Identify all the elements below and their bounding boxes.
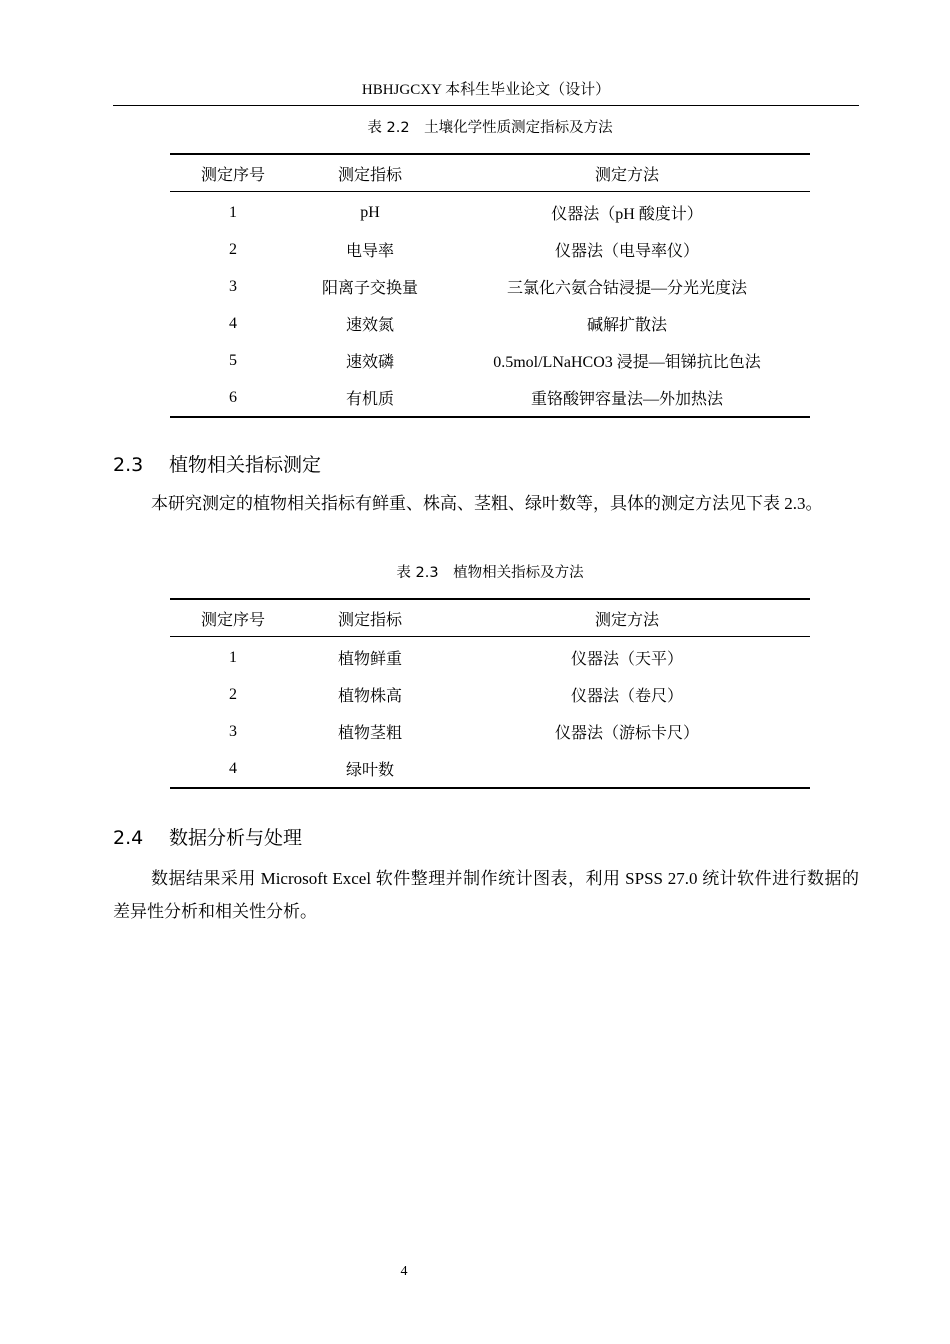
section-title: 数据分析与处理 <box>169 827 303 849</box>
section-number: 2.4 <box>113 827 144 849</box>
cell-method: 仪器法（天平） <box>570 651 683 668</box>
table-header-row <box>170 599 810 637</box>
table-row <box>170 676 810 713</box>
section-heading-2-4 <box>113 823 302 850</box>
table-row <box>170 268 810 305</box>
cell-index: 有机质 <box>296 379 444 417</box>
cell-index: pH <box>360 203 380 221</box>
column-header-index: 测定指标 <box>296 599 444 637</box>
table-row <box>170 379 810 417</box>
cell-method: 碱解扩散法 <box>586 317 667 334</box>
cell-method: 重铬酸钾容量法—外加热法 <box>444 379 810 417</box>
table-2-3-caption: 表 2.3 植物相关指标及方法 <box>396 565 584 581</box>
cell-index: 植物株高 <box>337 688 402 705</box>
table-row <box>170 231 810 268</box>
cell-method: 仪器法（卷尺） <box>570 688 683 705</box>
column-header-method: 测定方法 <box>444 154 810 192</box>
cell-index: 电导率 <box>345 243 394 260</box>
table-row <box>170 637 810 677</box>
cell-method <box>444 750 810 788</box>
section-2-3-paragraph: 本研究测定的植物相关指标有鲜重、株高、茎粗、绿叶数等，具体的测定方法见下表 2.3。 <box>151 494 823 513</box>
table-row <box>170 192 810 232</box>
cell-method: 仪器法（pH 酸度计） <box>551 206 703 223</box>
cell-index: 速效磷 <box>345 354 394 371</box>
cell-number: 5 <box>229 351 237 369</box>
cell-number: 6 <box>170 379 296 417</box>
column-header-method: 测定方法 <box>444 599 810 637</box>
page-number: 4 <box>400 1264 408 1279</box>
section-number: 2.3 <box>113 454 144 476</box>
cell-index: 阳离子交换量 <box>321 280 418 297</box>
cell-index: 植物鲜重 <box>337 651 402 668</box>
table-2-3 <box>170 598 810 789</box>
cell-number: 2 <box>229 240 237 258</box>
cell-method: 仪器法（游标卡尺） <box>554 725 699 742</box>
cell-number: 4 <box>170 750 296 788</box>
section-heading-2-3 <box>113 450 321 477</box>
section-2-4-paragraph: 数据结果采用 Microsoft Excel 软件整理并制作统计图表，利用 SPSS 27.0 统计软件进行数据的差异性分析和相关性分析。 <box>113 869 859 921</box>
cell-number: 3 <box>229 277 237 295</box>
cell-number: 4 <box>229 314 237 332</box>
column-header-index: 测定指标 <box>296 154 444 192</box>
cell-number: 1 <box>229 203 237 221</box>
table-header-row <box>170 154 810 192</box>
cell-index: 植物茎粗 <box>337 725 402 742</box>
column-header-number: 测定序号 <box>170 154 296 192</box>
cell-number: 3 <box>229 722 237 740</box>
cell-method: 三氯化六氨合钴浸提—分光光度法 <box>506 280 747 297</box>
cell-index: 速效氮 <box>345 317 394 334</box>
cell-number: 1 <box>229 648 237 666</box>
running-header: HBHJGCXY 本科生毕业论文（设计） <box>113 78 859 106</box>
table-2-2-caption: 表 2.2 土壤化学性质测定指标及方法 <box>367 120 613 136</box>
table-row <box>170 750 810 788</box>
cell-method: 0.5mol/LNaHCO3 浸提—钼锑抗比色法 <box>493 354 761 371</box>
cell-method: 仪器法（电导率仪） <box>554 243 699 260</box>
column-header-number: 测定序号 <box>170 599 296 637</box>
table-row <box>170 342 810 379</box>
table-row <box>170 305 810 342</box>
table-row <box>170 713 810 750</box>
table-2-2 <box>170 153 810 418</box>
cell-index: 绿叶数 <box>296 750 444 788</box>
cell-number: 2 <box>229 685 237 703</box>
section-title: 植物相关指标测定 <box>169 454 322 476</box>
